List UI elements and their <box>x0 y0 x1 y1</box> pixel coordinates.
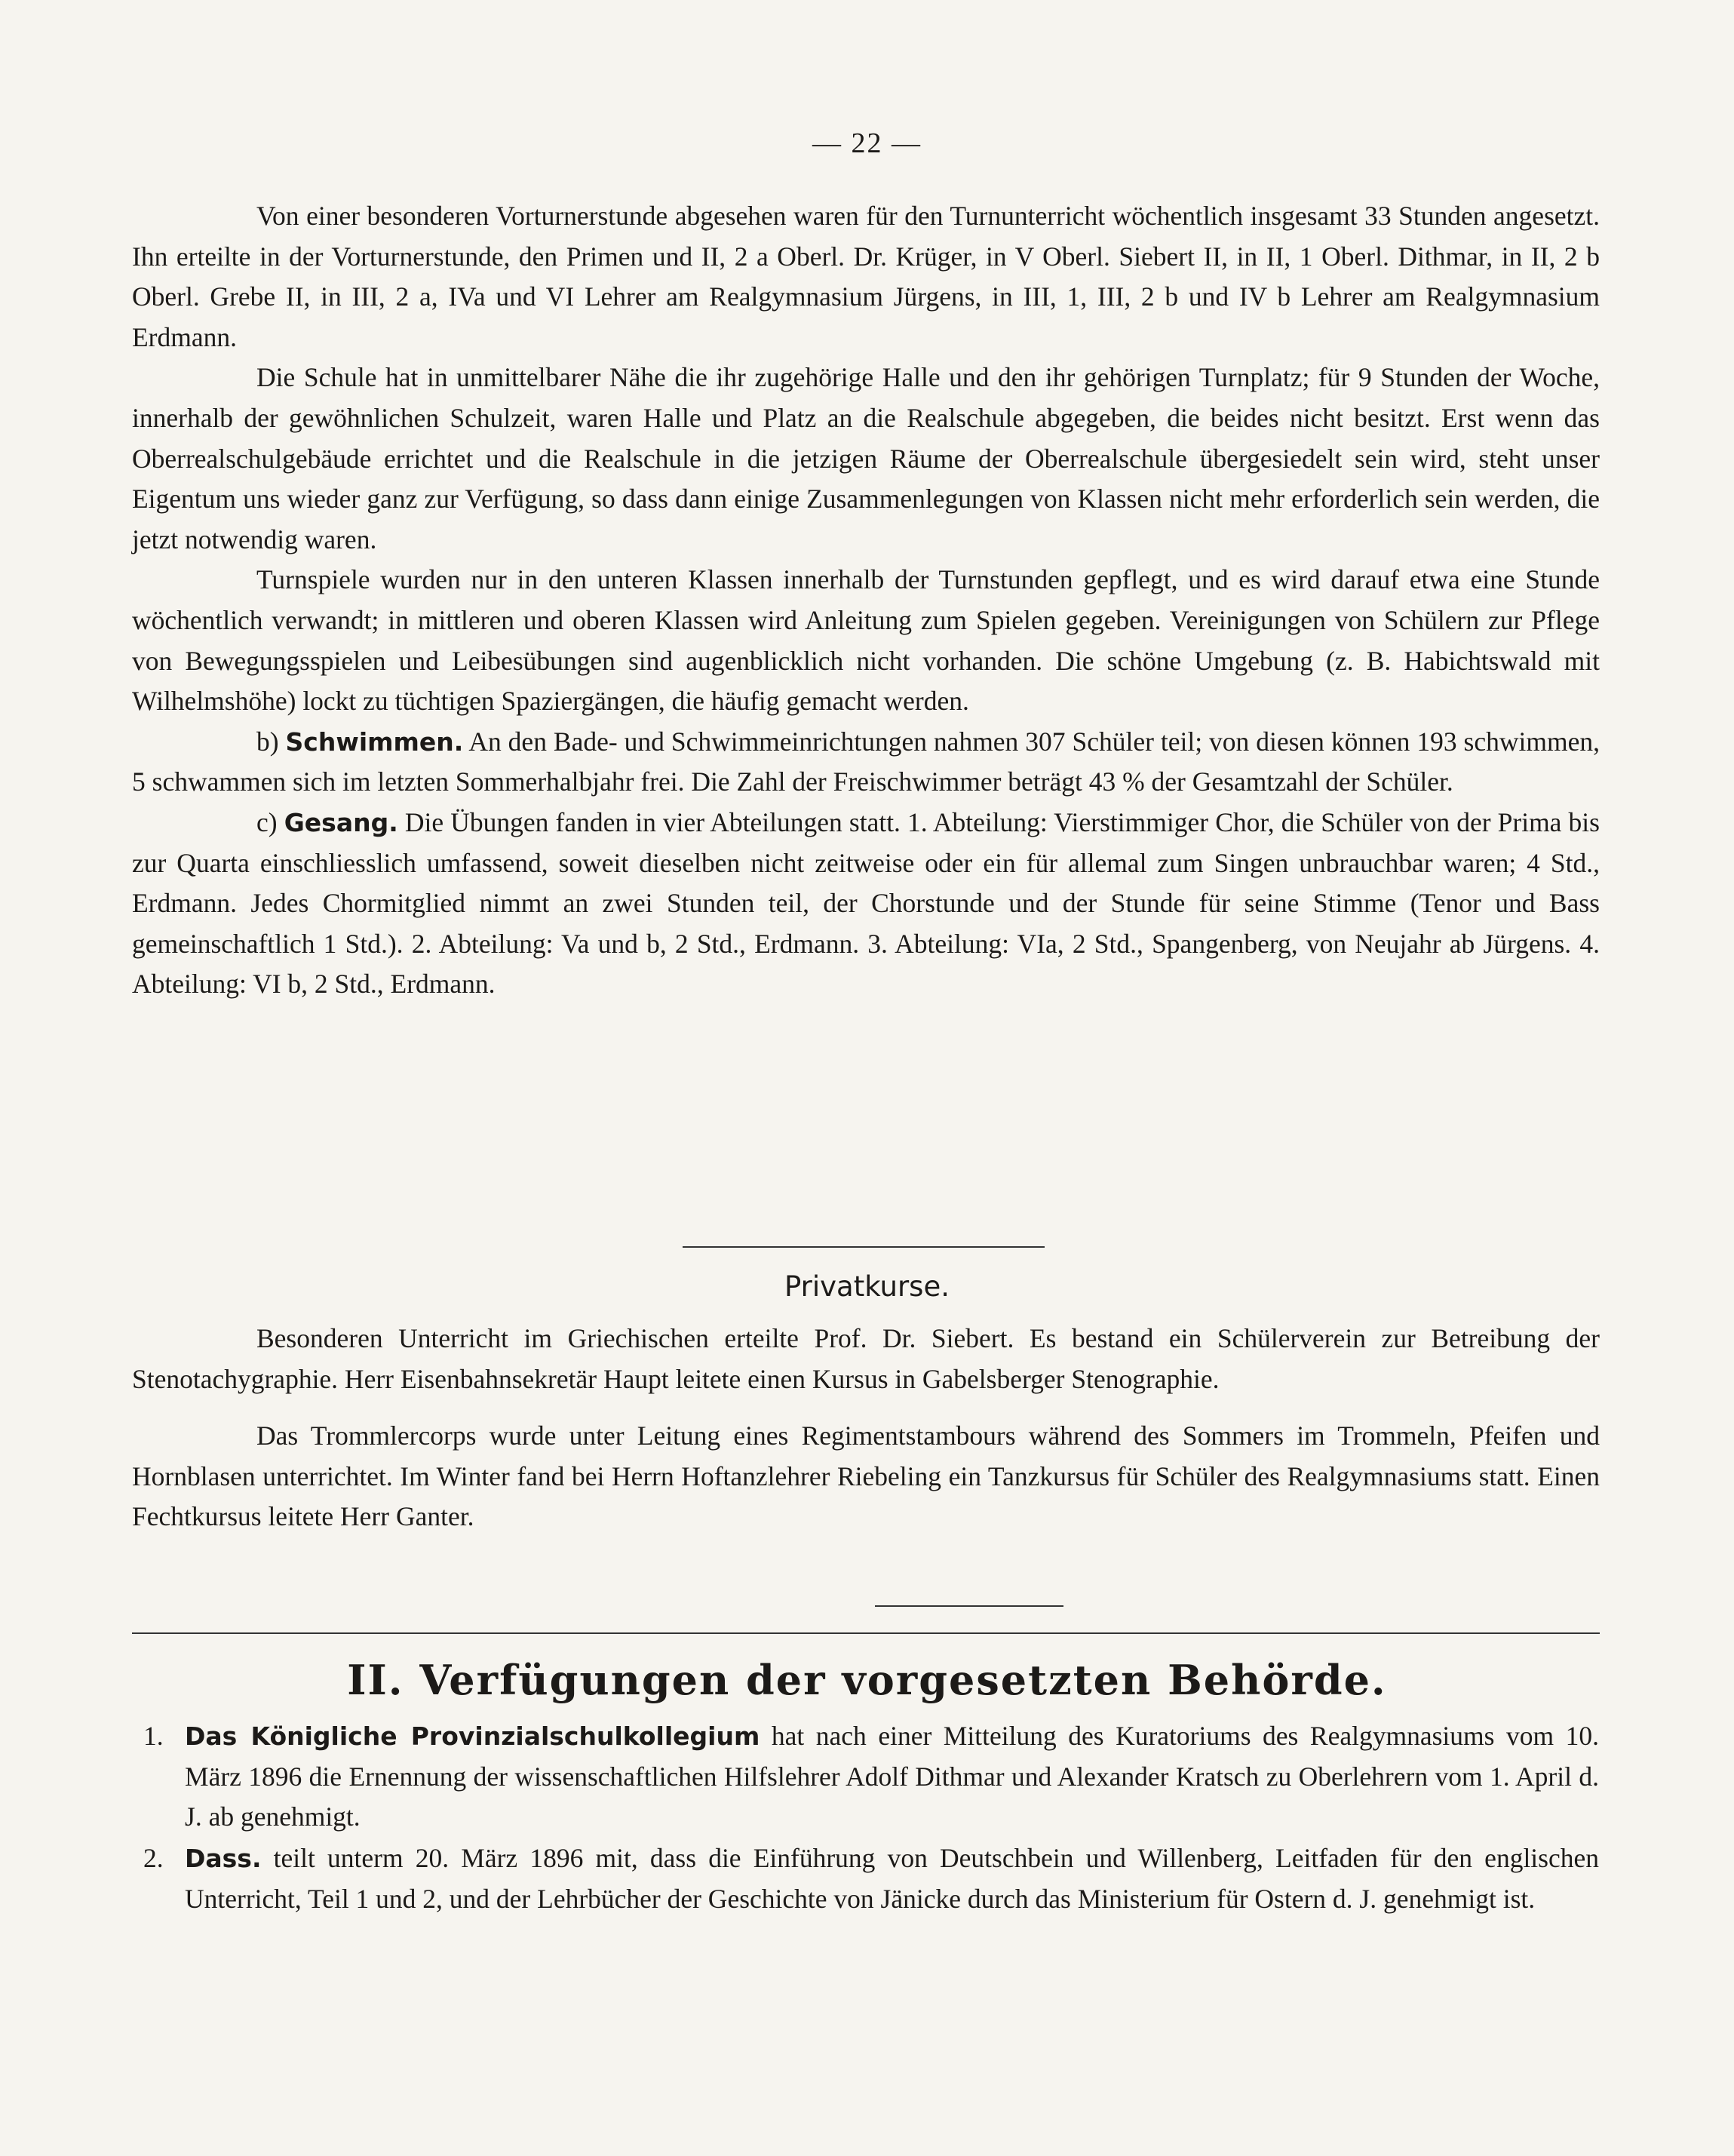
schwimmen-heading: Schwimmen. <box>285 726 464 757</box>
section-title: II. Verfügungen der vorgesetzten Behörde. <box>347 1656 1387 1704</box>
item-heading: Das Königliche Provinzialschulkollegium <box>185 1721 760 1751</box>
turnen-section <box>132 196 1600 1005</box>
item-text <box>185 1716 1599 1838</box>
item-body: hat nach einer Mitteilung des Kuratoriums des Realgymnasiums vom 10. März 1896 die Ernennung der wissenschaftlichen Hilfslehrer Adolf Dithmar und Alexander Kratsch zu Oberlehrern vom 1. April d. J. ab genehmigt. <box>185 1721 1599 1832</box>
schwimmen-text: An den Bade- und Schwimmeinrichtungen nahmen 307 Schüler teil; von diesen können 193 schwimmen, 5 schwammen sich im letzten Sommerhalbjahr frei. Die Zahl der Freischwimmer beträgt 43 % der Gesamtzahl der Schüler. <box>132 726 1600 797</box>
turnen-paragraph-2: Die Schule hat in unmittelbarer Nähe die ihr zugehörige Halle und den ihr gehörigen Turnplatz; für 9 Stunden der Woche, innerhalb der gewöhnlichen Schulzeit, waren Halle und Platz an die Realschule abgegeben, die beides nicht besitzt. Erst wenn das Oberrealschulgebäude errichtet und die Realschule in die jetzigen Räume der Oberrealschule übergesiedelt sein wird, steht unser Eigentum uns wieder ganz zur Verfügung, so dass dann einige Zusammenlegungen von Klassen nicht mehr erforderlich sein werden, die jetzt notwendig waren. <box>132 362 1600 554</box>
item-heading: Dass. <box>185 1844 262 1873</box>
item-number: 2. <box>143 1843 164 1873</box>
separator-rule <box>875 1605 1063 1607</box>
separator-rule <box>683 1246 1045 1248</box>
gesang-label: c) <box>256 806 284 837</box>
gesang-heading: Gesang. <box>284 807 398 837</box>
list-item <box>143 1716 1599 1838</box>
section-rule <box>132 1632 1600 1634</box>
gesang-paragraph <box>132 803 1600 1005</box>
privatkurse-section <box>132 1319 1600 1537</box>
turnen-paragraph-1: Von einer besonderen Vorturnerstunde abgesehen waren für den Turnunterricht wöchentlich insgesamt 33 Stunden angesetzt. Ihn erteilte in der Vorturnerstunde, den Primen und II, 2 a Oberl. Dr. Krüger, in V Oberl. Siebert II, in II, 1 Oberl. Dithmar, in II, 2 b Oberl. Grebe II, in III, 2 a, IVa und VI Lehrer am Realgymnasium Jürgens, in III, 1, III, 2 b und IV b Lehrer am Realgymnasium Erdmann. <box>132 201 1600 352</box>
privatkurse-heading: Privatkurse. <box>784 1270 950 1303</box>
gesang-text: Die Übungen fanden in vier Abteilungen statt. 1. Abteilung: Vierstimmiger Chor, die Schüler von der Prima bis zur Quarta einschliesslich umfassend, soweit dieselben nicht zeitweise oder ein für allemal zum Singen unbrauchbar waren; 4 Std., Erdmann. Jedes Chormitglied nimmt an zwei Stunden teil, der Chorstunde und der Stunde für seine Stimme (Tenor und Bass gemeinschaftlich 1 Std.). 2. Abteilung: Va und b, 2 Std., Erdmann. 3. Abteilung: VIa, 2 Std., Spangenberg, von Neujahr ab Jürgens. 4. Abteilung: VI b, 2 Std., Erdmann. <box>132 806 1600 1000</box>
item-text <box>185 1838 1599 1919</box>
item-number: 1. <box>143 1721 164 1751</box>
schwimmen-label: b) <box>256 726 286 757</box>
schwimmen-paragraph <box>132 722 1600 803</box>
turnen-paragraph-3: Turnspiele wurden nur in den unteren Klassen innerhalb der Turnstunden gepflegt, und es wird darauf etwa eine Stunde wöchentlich verwandt; in mittleren und oberen Klassen wird Anleitung zum Spielen gegeben. Vereinigungen von Schülern zur Pflege von Bewegungsspielen und Leibesübungen sind augenblicklich nicht vorhanden. Die schöne Umgebung (z. B. Habichtswald mit Wilhelmshöhe) lockt zu tüchtigen Spaziergängen, die häufig gemacht werden. <box>132 564 1600 717</box>
privatkurse-paragraph-2: Das Trommlercorps wurde unter Leitung eines Regimentstambours während des Sommers im Trommeln, Pfeifen und Hornblasen unterrichtet. Im Winter fand bei Herrn Hoftanzlehrer Riebeling ein Tanzkursus für Schüler des Realgymnasiums statt. Einen Fechtkursus leitete Herr Ganter. <box>132 1420 1600 1532</box>
page-number: — 22 — <box>812 127 922 159</box>
privatkurse-paragraph-1: Besonderen Unterricht im Griechischen erteilte Prof. Dr. Siebert. Es bestand ein Schülerverein zur Betreibung der Stenotachygraphie. Herr Eisenbahnsekretär Haupt leitete einen Kursus in Gabelsberger Stenographie. <box>132 1323 1600 1394</box>
item-body: teilt unterm 20. März 1896 mit, dass die Einführung von Deutschbein und Willenberg, Leitfaden für den englischen Unterricht, Teil 1 und 2, und der Lehrbücher der Geschichte von Jänicke durch das Ministerium für Ostern d. J. genehmigt ist. <box>185 1843 1599 1914</box>
list-item <box>143 1838 1599 1919</box>
